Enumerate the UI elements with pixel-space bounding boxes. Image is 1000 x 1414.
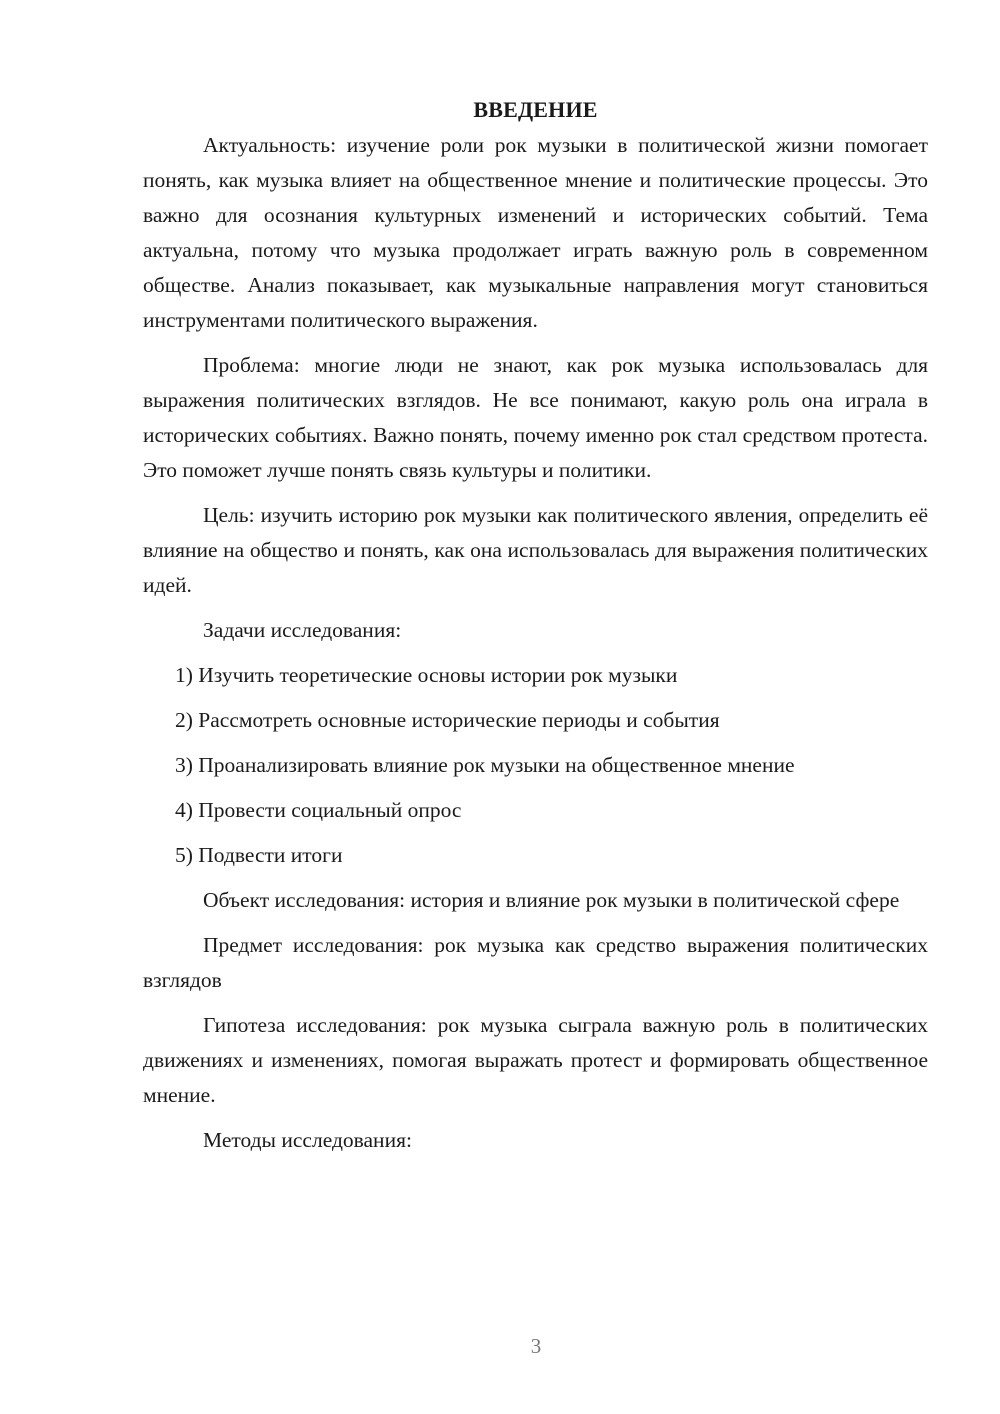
relevance-paragraph: Актуальность: изучение роли рок музыки в политической жизни помогает понять, как музыка влияет на общественное мнение и политические процессы. Это важно для осознания культурных изменений и исторических событий. Тема актуальна, потому что музыка продолжает играть важную роль в современном обществе. Анализ показывает, как музыкальные направления могут становиться инструментами политического выражения. [143, 133, 928, 332]
problem-paragraph: Проблема: многие люди не знают, как рок музыка использовалась для выражения политических взглядов. Не все понимают, какую роль она играла в исторических событиях. Важно понять, почему именно рок стал средством протеста. Это поможет лучше понять связь культуры и политики. [143, 353, 928, 482]
task-item: 3) Проанализировать влияние рок музыки на общественное мнение [175, 753, 795, 777]
tasks-title: Задачи исследования: [203, 618, 402, 642]
task-item: 4) Провести социальный опрос [175, 798, 462, 822]
hypothesis-paragraph: Гипотеза исследования: рок музыка сыграла важную роль в политических движениях и изменениях, помогая выражать протест и формировать общественное мнение. [143, 1013, 928, 1107]
subject-paragraph: Предмет исследования: рок музыка как средство выражения политических взглядов [143, 933, 928, 992]
task-item: 5) Подвести итоги [175, 843, 343, 867]
object-paragraph: Объект исследования: история и влияние рок музыки в политической сфере [203, 888, 900, 912]
task-item: 2) Рассмотреть основные исторические периоды и события [175, 708, 720, 732]
goal-paragraph: Цель: изучить историю рок музыки как политического явления, определить её влияние на общество и понять, как она использовалась для выражения политических идей. [143, 503, 928, 597]
section-heading: ВВЕДЕНИЕ [473, 97, 598, 122]
methods-title: Методы исследования: [203, 1128, 412, 1152]
task-item: 1) Изучить теоретические основы истории рок музыки [175, 663, 678, 687]
page-number: 3 [530, 1334, 542, 1358]
document-page [143, 92, 928, 1168]
